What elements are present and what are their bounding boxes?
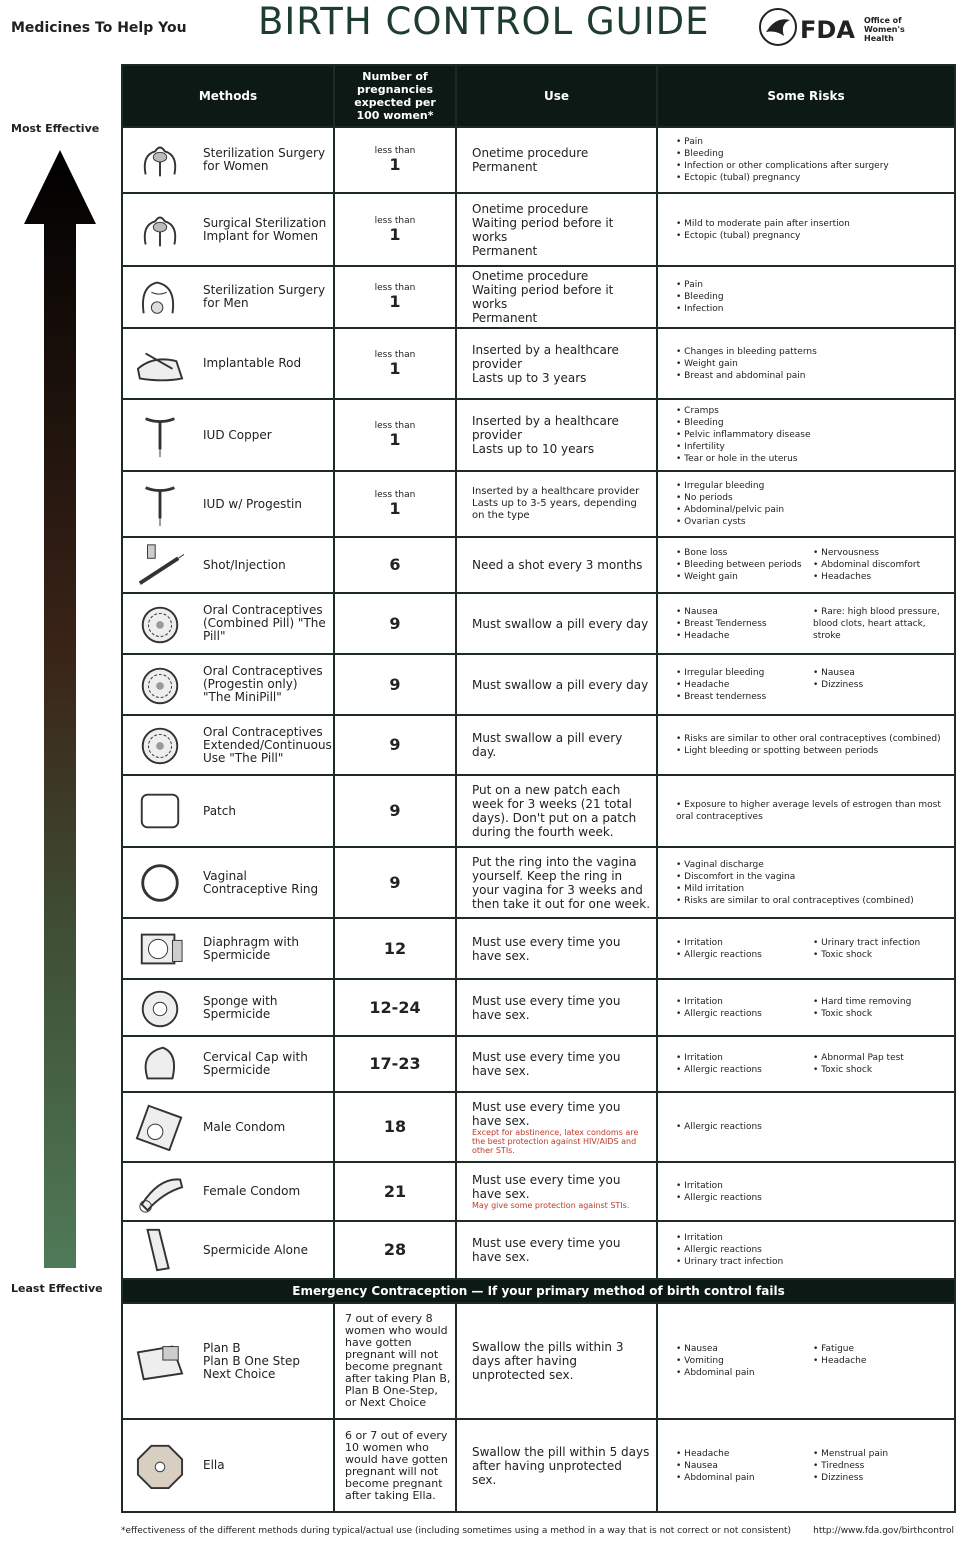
table-row xyxy=(122,847,955,918)
use-line: Put the ring into the vagina yourself. Keep the ring in your vagina for 3 weeks and then take it out for one week. xyxy=(472,854,651,911)
method-cell xyxy=(122,193,334,266)
risk-item: • Pain xyxy=(676,279,950,291)
ring-icon xyxy=(133,859,187,907)
pregnancy-cell xyxy=(334,593,456,654)
method-name: Sterilization Surgery for Men xyxy=(203,283,326,310)
patch-icon xyxy=(133,787,187,835)
risk-item: • Bone loss xyxy=(676,547,813,559)
method-cell xyxy=(122,1303,334,1419)
method-cell xyxy=(122,654,334,715)
method-cell xyxy=(122,979,334,1036)
pregnancy-number: 28 xyxy=(383,1240,407,1259)
risks-cell xyxy=(657,1221,955,1279)
footer-url[interactable]: http://www.fda.gov/birthcontrol xyxy=(813,1526,954,1536)
use-line: Must use every time you have sex. xyxy=(472,1236,621,1264)
risk-item: • Bleeding xyxy=(676,148,950,160)
method-cell xyxy=(122,1221,334,1279)
iud-icon xyxy=(133,480,187,528)
risk-item: • Vaginal discharge xyxy=(676,859,950,871)
risks-cell xyxy=(657,775,955,847)
risk-item: • Breast and abdominal pain xyxy=(676,370,950,382)
use-line: Must swallow a pill every day xyxy=(472,616,649,631)
implant-rod-icon xyxy=(133,340,187,388)
use-line: Lasts up to 3 years xyxy=(472,370,587,385)
pregnancy-number: 1 xyxy=(389,292,401,311)
pregnancy-number: 17-23 xyxy=(369,1054,421,1073)
method-cell xyxy=(122,1162,334,1221)
use-cell xyxy=(456,1303,657,1419)
use-line: Must use every time you have sex. xyxy=(472,1173,621,1201)
method-name: IUD w/ Progestin xyxy=(203,496,302,511)
risk-item: • Nausea xyxy=(676,606,813,618)
risk-item: • Allergic reactions xyxy=(676,1064,813,1076)
table-row xyxy=(122,471,955,537)
risk-item: • Breast tenderness xyxy=(676,691,813,703)
pregnancy-cell xyxy=(334,537,456,593)
emergency-row xyxy=(122,1419,955,1512)
risk-item: • Tiredness xyxy=(813,1460,950,1472)
use-cell xyxy=(456,1221,657,1279)
pregnancy-cell xyxy=(334,328,456,399)
risk-item: • Allergic reactions xyxy=(676,949,813,961)
use-cell xyxy=(456,918,657,979)
use-cell xyxy=(456,979,657,1036)
birth-control-table xyxy=(121,64,956,1513)
table-row xyxy=(122,715,955,775)
risk-item: • Headache xyxy=(676,630,813,642)
use-note: May give some protection against STIs. xyxy=(472,1201,630,1210)
table-row xyxy=(122,1162,955,1221)
col-use: Use xyxy=(456,65,657,127)
risk-item: • Vomiting xyxy=(676,1355,813,1367)
use-line: Onetime procedure xyxy=(472,146,589,160)
method-name: Patch xyxy=(203,803,236,818)
risk-item: • No periods xyxy=(676,492,950,504)
method-name: Oral Contraceptives Extended/Continuous Use "The Pill" xyxy=(203,724,332,765)
risks-cell xyxy=(657,847,955,918)
risk-item: • Abdominal pain xyxy=(676,1367,813,1379)
use-cell xyxy=(456,775,657,847)
risk-item: • Menstrual pain xyxy=(813,1448,950,1460)
use-line: Inserted by a healthcare provider xyxy=(472,342,619,371)
emergency-row xyxy=(122,1303,955,1419)
method-name: Vaginal Contraceptive Ring xyxy=(203,868,319,896)
risk-item: • Irritation xyxy=(676,937,813,949)
table-row xyxy=(122,654,955,715)
use-cell xyxy=(456,593,657,654)
risks-cell xyxy=(657,328,955,399)
pregnancy-number: 6 xyxy=(389,555,401,574)
use-line: Permanent xyxy=(472,160,538,174)
less-than: less than xyxy=(374,421,416,431)
risks-cell xyxy=(657,127,955,193)
method-cell xyxy=(122,918,334,979)
risks-cell xyxy=(657,399,955,471)
less-than: less than xyxy=(374,349,416,360)
use-note: Except for abstinence, latex condoms are the best protection against HIV/AIDS and other STIs. xyxy=(472,1127,639,1155)
risk-item: • Toxic shock xyxy=(813,1064,950,1076)
header-left: Medicines To Help You xyxy=(11,20,187,36)
risk-item: • Abdominal pain xyxy=(676,1472,813,1484)
pregnancy-cell xyxy=(334,193,456,266)
risk-item: • Irritation xyxy=(676,1180,950,1192)
risk-item: • Nervousness xyxy=(813,547,950,559)
method-name: IUD Copper xyxy=(203,427,272,442)
pregnancy-cell xyxy=(334,471,456,537)
pregnancy-number: 9 xyxy=(389,674,401,694)
pregnancy-number: 9 xyxy=(389,613,401,633)
pill-pack-icon xyxy=(133,721,187,769)
pill-pack-icon xyxy=(133,600,187,648)
pregnancy-cell xyxy=(334,1092,456,1162)
use-cell xyxy=(456,1092,657,1162)
risk-item: • Dizziness xyxy=(813,1472,950,1484)
fda-logo xyxy=(758,6,918,48)
use-line: Swallow the pills within 3 days after having unprotected sex. xyxy=(472,1340,624,1382)
pregnancy-cell xyxy=(334,1036,456,1092)
risk-item: • Allergic reactions xyxy=(676,1121,950,1133)
less-than: less than xyxy=(374,146,416,156)
pregnancy-number: 1 xyxy=(389,499,401,518)
risk-item: • Bleeding xyxy=(676,291,950,303)
method-name: Spermicide Alone xyxy=(203,1242,308,1257)
table-row xyxy=(122,127,955,193)
table-row xyxy=(122,537,955,593)
least-effective-label: Least Effective xyxy=(11,1282,103,1295)
use-line: Waiting period before it works xyxy=(472,283,614,311)
use-line: Must use every time you have sex. xyxy=(472,1099,621,1128)
pregnancy-cell xyxy=(334,775,456,847)
method-name: Diaphragm with Spermicide xyxy=(203,934,300,962)
method-name: Oral Contraceptives (Progestin only) "The MiniPill" xyxy=(203,664,323,704)
use-line: Must use every time you have sex. xyxy=(472,934,621,963)
risks-cell xyxy=(657,537,955,593)
emergency-bar xyxy=(122,1279,955,1303)
method-name: Ella xyxy=(203,1458,225,1472)
method-name: Sterilization Surgery for Women xyxy=(203,146,326,173)
risk-item: • Hard time removing xyxy=(813,996,950,1008)
risk-item: • Irregular bleeding xyxy=(676,667,813,679)
male-reproductive-icon xyxy=(133,273,187,321)
risk-item: • Abnormal Pap test xyxy=(813,1052,950,1064)
female-condom-icon xyxy=(133,1168,187,1216)
use-cell xyxy=(456,127,657,193)
col-methods: Methods xyxy=(122,65,334,127)
risk-item: • Ectopic (tubal) pregnancy xyxy=(676,230,950,242)
method-name: Shot/Injection xyxy=(203,557,286,572)
risk-item: • Rare: high blood pressure, blood clots, heart attack, stroke xyxy=(813,606,950,642)
pregnancy-number: 1 xyxy=(389,430,401,449)
pregnancy-number: 18 xyxy=(383,1117,407,1136)
risks-cell xyxy=(657,1036,955,1092)
table-row xyxy=(122,328,955,399)
plan-b-icon xyxy=(133,1337,187,1385)
risk-item: • Mild irritation xyxy=(676,883,950,895)
table-row xyxy=(122,918,955,979)
pregnancy-number: 21 xyxy=(383,1181,407,1201)
risk-item: • Risks are similar to oral contraceptives (combined) xyxy=(676,895,950,907)
use-line: Waiting period before it works xyxy=(472,215,614,244)
ella-pill-icon xyxy=(133,1442,187,1490)
risk-item: • Headache xyxy=(676,1448,813,1460)
method-name: Sponge with Spermicide xyxy=(203,993,278,1021)
risk-item: • Toxic shock xyxy=(813,949,950,961)
risk-item: • Infertility xyxy=(676,441,950,453)
effectiveness-arrow-icon xyxy=(24,150,96,1270)
pregnancy-number: 9 xyxy=(389,735,401,754)
risk-item: • Headache xyxy=(676,679,813,691)
table-row xyxy=(122,1036,955,1092)
page-title: BIRTH CONTROL GUIDE xyxy=(258,0,710,43)
table-row xyxy=(122,775,955,847)
pregnancy-number: 12 xyxy=(383,938,407,958)
hhs-eagle-icon xyxy=(758,6,862,48)
pregnancy-cell xyxy=(334,1162,456,1221)
risk-item: • Mild to moderate pain after insertion xyxy=(676,218,950,230)
method-cell xyxy=(122,328,334,399)
use-cell xyxy=(456,715,657,775)
table-row xyxy=(122,1092,955,1162)
risk-item: • Risks are similar to other oral contraceptives (combined) xyxy=(676,733,950,745)
emergency-title: Emergency Contraception — If your primary method of birth control fails xyxy=(122,1279,955,1303)
method-cell xyxy=(122,775,334,847)
risk-item: • Weight gain xyxy=(676,358,950,370)
risk-item: • Tear or hole in the uterus xyxy=(676,453,950,465)
method-name: Oral Contraceptives (Combined Pill) "The Pill" xyxy=(203,603,326,643)
method-name: Male Condom xyxy=(203,1119,286,1134)
pregnancy-number: 12-24 xyxy=(369,997,421,1017)
method-cell xyxy=(122,847,334,918)
pregnancy-cell xyxy=(334,715,456,775)
pregnancy-cell xyxy=(334,127,456,193)
pregnancy-number: 1 xyxy=(389,224,401,244)
pregnancy-cell xyxy=(334,266,456,328)
use-line: Onetime procedure xyxy=(472,269,589,283)
pregnancy-number: 1 xyxy=(389,155,401,174)
risks-cell xyxy=(657,654,955,715)
risk-item: • Cramps xyxy=(676,405,950,417)
use-cell xyxy=(456,266,657,328)
method-cell xyxy=(122,1092,334,1162)
risk-item: • Urinary tract infection xyxy=(813,937,950,949)
risk-item: • Allergic reactions xyxy=(676,1244,950,1256)
method-cell xyxy=(122,127,334,193)
risk-item: • Breast Tenderness xyxy=(676,618,813,630)
risk-item: • Headaches xyxy=(813,571,950,583)
risk-item: • Infection or other complications after surgery xyxy=(676,160,950,172)
risk-item: • Dizziness xyxy=(813,679,950,691)
pregnancy-cell xyxy=(334,399,456,471)
use-line: Must swallow a pill every day. xyxy=(472,731,623,759)
risks-cell xyxy=(657,979,955,1036)
use-line: Must swallow a pill every day xyxy=(472,677,649,692)
risk-item: • Urinary tract infection xyxy=(676,1256,950,1268)
pregnancy-cell xyxy=(334,918,456,979)
risk-item: • Ectopic (tubal) pregnancy xyxy=(676,172,950,184)
use-line: Must use every time you have sex. xyxy=(472,993,621,1022)
use-line: Lasts up to 10 years xyxy=(472,442,595,456)
risk-item: • Abdominal/pelvic pain xyxy=(676,504,950,516)
col-number: Number of pregnancies expected per 100 women* xyxy=(334,65,456,127)
risk-item: • Nausea xyxy=(676,1343,813,1355)
method-name: Female Condom xyxy=(203,1184,301,1198)
use-line: Need a shot every 3 months xyxy=(472,558,643,572)
risk-item: • Headache xyxy=(813,1355,950,1367)
use-cell xyxy=(456,193,657,266)
use-line: Put on a new patch each week for 3 weeks (21 total days). Don't put on a patch during the fourth week. xyxy=(472,783,637,839)
risks-cell xyxy=(657,715,955,775)
method-cell xyxy=(122,1036,334,1092)
risk-item: • Bleeding xyxy=(676,417,950,429)
risk-item: • Ovarian cysts xyxy=(676,516,950,528)
use-cell xyxy=(456,537,657,593)
risks-cell xyxy=(657,593,955,654)
risk-item: • Toxic shock xyxy=(813,1008,950,1020)
use-line: Swallow the pill within 5 days after having unprotected sex. xyxy=(472,1444,650,1487)
use-cell xyxy=(456,1036,657,1092)
use-cell xyxy=(456,399,657,471)
risk-item: • Exposure to higher average levels of estrogen than most oral contraceptives xyxy=(676,799,950,823)
method-cell xyxy=(122,1419,334,1512)
risk-item: • Infection xyxy=(676,303,950,315)
risk-item: • Bleeding between periods xyxy=(676,559,813,571)
pregnancy-cell: 6 or 7 out of every 10 women who would have gotten pregnant will not become pregnant after taking Ella. xyxy=(334,1419,456,1512)
risk-item: • Irritation xyxy=(676,1232,950,1244)
pregnancy-cell xyxy=(334,654,456,715)
condom-icon xyxy=(133,1103,187,1151)
use-cell xyxy=(456,847,657,918)
risk-item: • Abdominal discomfort xyxy=(813,559,950,571)
risks-cell xyxy=(657,193,955,266)
method-cell xyxy=(122,399,334,471)
risk-item: • Irritation xyxy=(676,1052,813,1064)
iud-icon xyxy=(133,411,187,459)
use-line: Permanent xyxy=(472,311,538,325)
method-name: Plan B Plan B One Step Next Choice xyxy=(203,1340,300,1381)
risk-item: • Irregular bleeding xyxy=(676,480,950,492)
use-line: Permanent xyxy=(472,243,538,258)
female-reproductive-icon xyxy=(133,136,187,184)
diaphragm-icon xyxy=(133,925,187,973)
risk-item: • Light bleeding or spotting between periods xyxy=(676,745,950,757)
footer xyxy=(121,1526,954,1536)
method-name: Cervical Cap with Spermicide xyxy=(203,1050,308,1077)
pregnancy-cell xyxy=(334,979,456,1036)
use-cell xyxy=(456,1419,657,1512)
fda-text: FDA xyxy=(800,16,855,44)
use-cell xyxy=(456,328,657,399)
risks-cell xyxy=(657,1162,955,1221)
risks-cell xyxy=(657,471,955,537)
table-row xyxy=(122,399,955,471)
method-cell xyxy=(122,266,334,328)
pill-pack-icon xyxy=(133,661,187,709)
cervical-cap-icon xyxy=(133,1040,187,1088)
spermicide-tube-icon xyxy=(133,1226,187,1274)
table-row xyxy=(122,979,955,1036)
risks-cell xyxy=(657,1092,955,1162)
method-cell xyxy=(122,537,334,593)
col-risks: Some Risks xyxy=(657,65,955,127)
method-cell xyxy=(122,715,334,775)
risk-item: • Discomfort in the vagina xyxy=(676,871,950,883)
less-than: less than xyxy=(374,283,416,293)
table-row xyxy=(122,593,955,654)
pregnancy-number: 1 xyxy=(389,358,401,378)
pregnancy-cell xyxy=(334,847,456,918)
risks-cell xyxy=(657,266,955,328)
risk-item: • Irritation xyxy=(676,996,813,1008)
risks-cell xyxy=(657,1303,955,1419)
syringe-icon xyxy=(133,541,187,589)
method-name: Implantable Rod xyxy=(203,356,302,370)
pregnancy-number: 9 xyxy=(389,872,401,892)
use-text: Inserted by a healthcare provider Lasts up to 3-5 years, depending on the type xyxy=(472,486,640,521)
sponge-icon xyxy=(133,984,187,1032)
method-cell xyxy=(122,593,334,654)
pregnancy-cell xyxy=(334,1221,456,1279)
use-line: Must use every time you have sex. xyxy=(472,1050,621,1078)
less-than: less than xyxy=(374,215,416,226)
use-cell xyxy=(456,1162,657,1221)
risk-item: • Pain xyxy=(676,136,950,148)
most-effective-label: Most Effective xyxy=(11,122,100,135)
risk-item: • Allergic reactions xyxy=(676,1192,950,1204)
table-row xyxy=(122,193,955,266)
risk-item: • Nausea xyxy=(676,1460,813,1472)
risk-item: • Weight gain xyxy=(676,571,813,583)
table-row xyxy=(122,1221,955,1279)
less-than: less than xyxy=(374,490,416,500)
risk-item: • Changes in bleeding patterns xyxy=(676,346,950,358)
risk-item: • Fatigue xyxy=(813,1343,950,1355)
risk-item: • Nausea xyxy=(813,667,950,679)
method-name: Surgical Sterilization Implant for Women xyxy=(203,215,327,243)
female-reproductive-icon xyxy=(133,206,187,254)
risks-cell xyxy=(657,918,955,979)
table-row xyxy=(122,266,955,328)
use-line: Inserted by a healthcare provider xyxy=(472,414,619,442)
risk-item: • Allergic reactions xyxy=(676,1008,813,1020)
fda-office: Office of Women's Health xyxy=(864,16,905,43)
method-cell xyxy=(122,471,334,537)
risk-item: • Pelvic inflammatory disease xyxy=(676,429,950,441)
pregnancy-cell: 7 out of every 8 women who would have gotten pregnant will not become pregnant after taking Plan B, Plan B One-Step, or Next Choice xyxy=(334,1303,456,1419)
risks-cell xyxy=(657,1419,955,1512)
use-cell xyxy=(456,471,657,537)
pregnancy-number: 9 xyxy=(389,801,401,820)
use-cell xyxy=(456,654,657,715)
footnote: *effectiveness of the different methods during typical/actual use (including sometimes using a method in a way that is not correct or not consistent) xyxy=(121,1526,792,1536)
use-line: Onetime procedure xyxy=(472,201,589,216)
